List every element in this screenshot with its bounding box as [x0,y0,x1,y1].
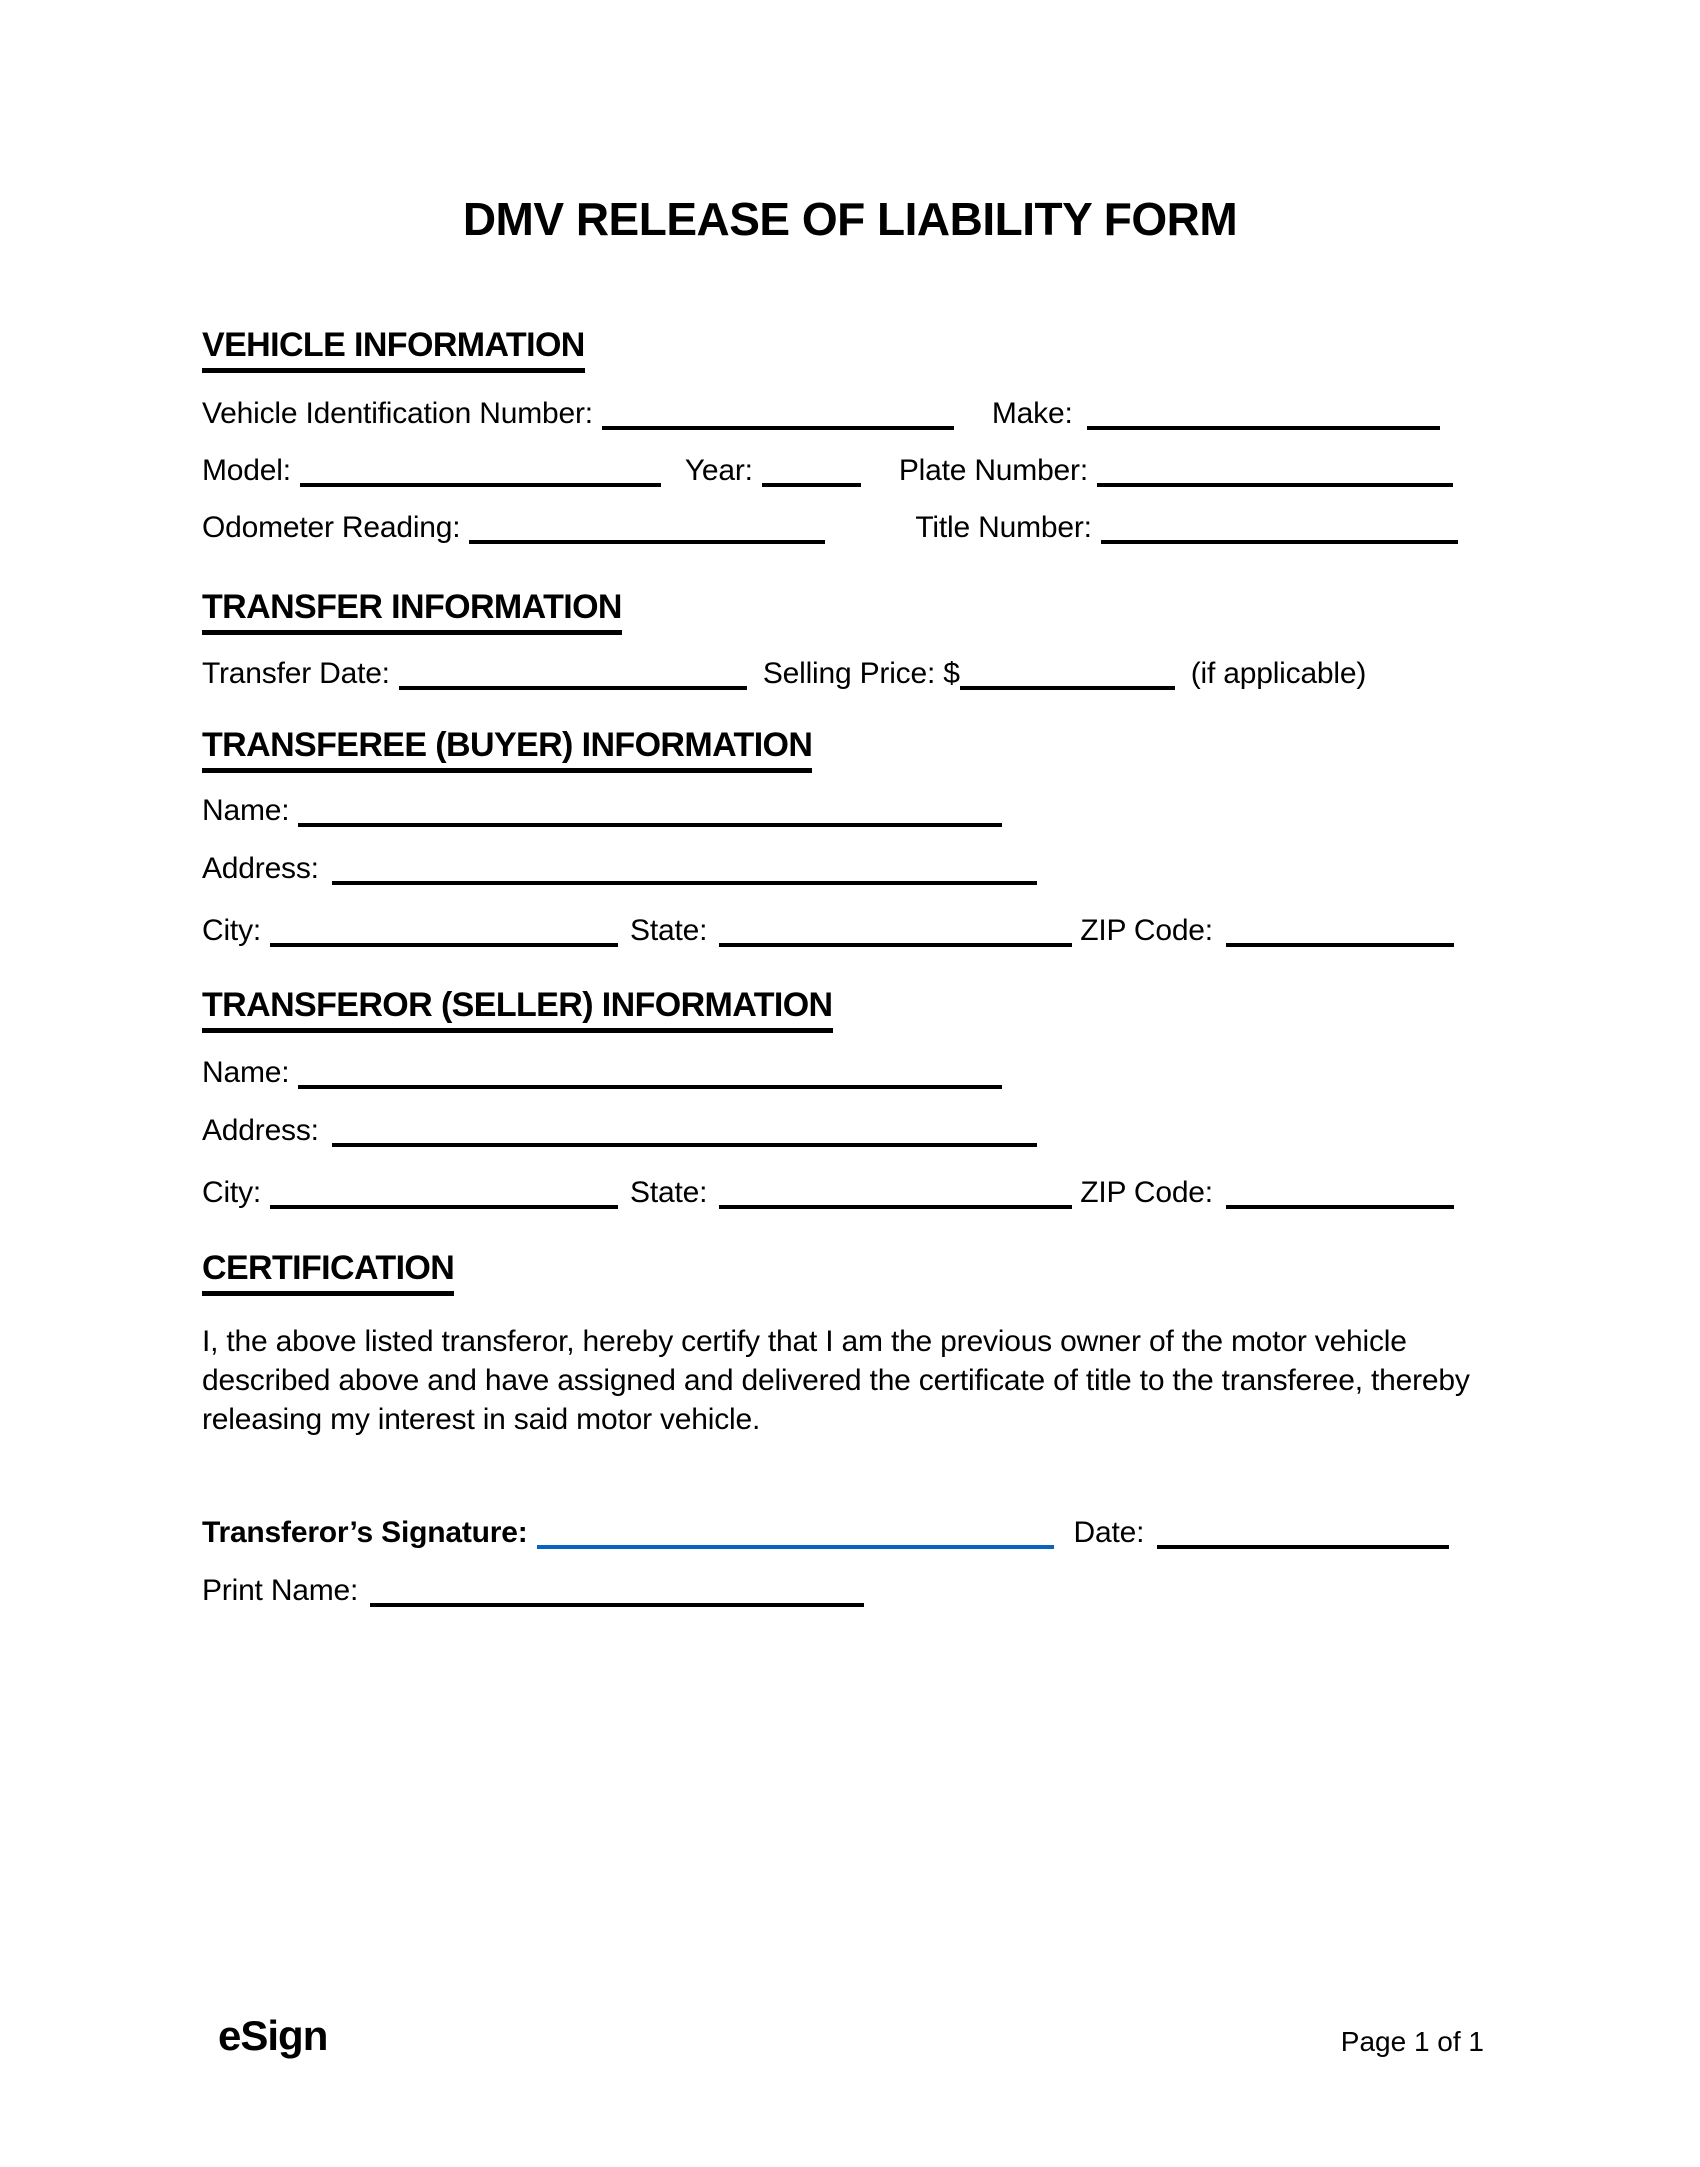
transfer-date-label: Transfer Date: [202,657,390,690]
print-name-field[interactable] [370,1573,864,1607]
buyer-city-field[interactable] [270,913,618,947]
buyer-zip-label: ZIP Code: [1080,914,1213,947]
seller-city-state-zip-row [202,1174,1454,1212]
transferor-info-heading: TRANSFEROR (SELLER) INFORMATION [202,986,833,1033]
transfer-row [202,655,1366,693]
year-field[interactable] [762,453,861,487]
seller-city-field[interactable] [270,1175,618,1209]
esign-logo: eSign [218,2012,328,2059]
seller-name-row [202,1054,1002,1092]
signature-field[interactable] [537,1515,1054,1549]
seller-zip-label: ZIP Code: [1080,1176,1213,1209]
buyer-state-field[interactable] [719,913,1072,947]
vin-field[interactable] [602,396,954,430]
vehicle-row-vin-make [202,395,1440,433]
buyer-address-field[interactable] [332,851,1037,885]
plate-number-field[interactable] [1097,453,1453,487]
title-number-field[interactable] [1101,510,1458,544]
model-label: Model: [202,454,291,487]
selling-price-suffix: (if applicable) [1190,657,1367,690]
buyer-zip-field[interactable] [1226,913,1454,947]
signature-label: Transferor’s Signature: [202,1516,528,1549]
seller-zip-field[interactable] [1226,1175,1454,1209]
transfer-info-heading: TRANSFER INFORMATION [202,588,622,635]
seller-state-field[interactable] [719,1175,1072,1209]
selling-price-field[interactable] [960,656,1175,690]
signature-row [202,1514,1449,1552]
seller-name-label: Name: [202,1056,290,1089]
buyer-name-field[interactable] [298,793,1002,827]
seller-address-label: Address: [202,1114,319,1147]
vehicle-row-model-year-plate [202,452,1453,490]
transfer-date-field[interactable] [399,656,747,690]
seller-city-label: City: [202,1176,262,1209]
title-number-label: Title Number: [915,511,1092,544]
seller-state-label: State: [630,1176,708,1209]
odometer-label: Odometer Reading: [202,511,461,544]
selling-price-label: Selling Price: $ [762,657,960,690]
date-field[interactable] [1157,1515,1449,1549]
transferee-info-heading: TRANSFEREE (BUYER) INFORMATION [202,726,812,773]
print-name-row [202,1572,864,1610]
make-label: Make: [991,397,1073,430]
date-label: Date: [1073,1516,1145,1549]
buyer-address-label: Address: [202,852,319,885]
vin-label: Vehicle Identification Number: [202,397,593,430]
buyer-city-label: City: [202,914,262,947]
seller-name-field[interactable] [298,1055,1002,1089]
odometer-field[interactable] [469,510,825,544]
plate-number-label: Plate Number: [898,454,1088,487]
buyer-address-row [202,850,1037,888]
buyer-name-label: Name: [202,794,290,827]
model-field[interactable] [300,453,661,487]
buyer-city-state-zip-row [202,912,1454,950]
seller-address-field[interactable] [332,1113,1037,1147]
seller-address-row [202,1112,1037,1150]
page-indicator: Page 1 of 1 [1340,2026,1484,2057]
print-name-label: Print Name: [202,1574,359,1607]
certification-text: I, the above listed transferor, hereby certify that I am the previous owner of the motor vehicle described above and have assigned and delivered the certificate of title to the transferee, thereby releasing my interest in said motor vehicle. [202,1325,1470,1436]
year-label: Year: [684,454,753,487]
make-field[interactable] [1087,396,1440,430]
certification-heading: CERTIFICATION [202,1249,454,1296]
page-title: DMV RELEASE OF LIABILITY FORM [462,193,1238,245]
buyer-state-label: State: [630,914,708,947]
vehicle-row-odometer-title [202,509,1458,547]
vehicle-info-heading: VEHICLE INFORMATION [202,326,585,373]
buyer-name-row [202,792,1002,830]
